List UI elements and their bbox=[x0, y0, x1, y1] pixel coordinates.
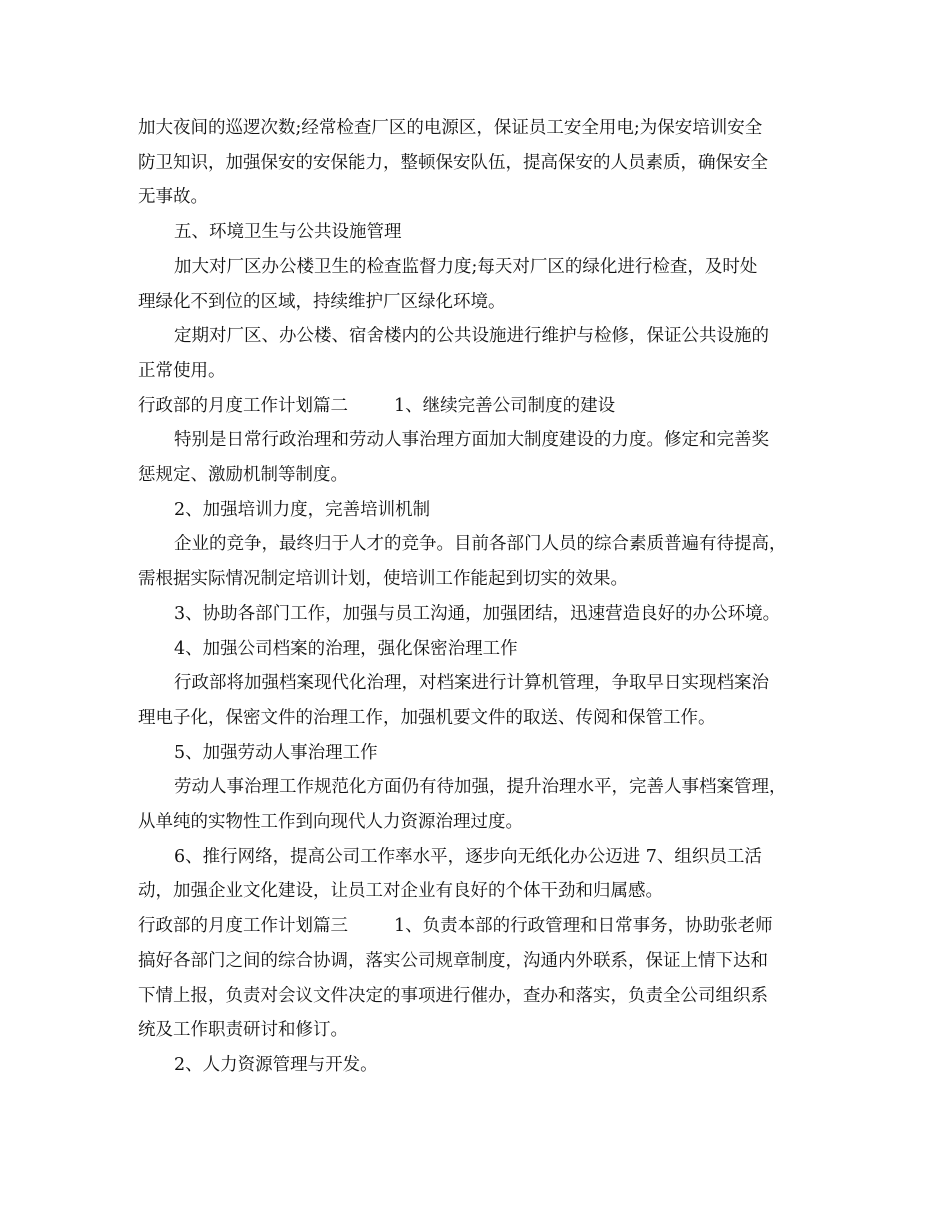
text-line: 搞好各部门之间的综合协调，落实公司规章制度，沟通内外联系，保证上情下达和 bbox=[138, 950, 768, 971]
text-line: 1、继续完善公司制度的建设 bbox=[394, 395, 616, 416]
plan-heading-line bbox=[138, 389, 818, 424]
text-line: 惩规定、激励机制等制度。 bbox=[138, 465, 348, 486]
plan-title: 行政部的月度工作计划篇三 bbox=[138, 916, 348, 937]
text-line: 定期对厂区、办公楼、宿舍楼内的公共设施进行维护与检修，保证公共设施的 bbox=[174, 326, 769, 347]
text-line: 特别是日常行政治理和劳动人事治理方面加大制度建设的力度。修定和完善奖 bbox=[174, 430, 769, 451]
text-line: 从单纯的实物性工作到向现代人力资源治理过度。 bbox=[138, 812, 523, 833]
text-line: 行政部将加强档案现代化治理，对档案进行计算机管理，争取早日实现档案治 bbox=[174, 673, 769, 694]
section-heading: 5、加强劳动人事治理工作 bbox=[174, 742, 378, 763]
text-line: 动，加强企业文化建设，让员工对企业有良好的个体干劲和归属感。 bbox=[138, 881, 663, 902]
text-line: 1、负责本部的行政管理和日常事务，协助张老师 bbox=[394, 916, 773, 937]
text-line: 理绿化不到位的区域，持续维护厂区绿化环境。 bbox=[138, 291, 506, 312]
text-line: 理电子化，保密文件的治理工作，加强机要文件的取送、传阅和保管工作。 bbox=[138, 707, 716, 728]
section-heading: 2、人力资源管理与开发。 bbox=[174, 1054, 378, 1075]
plan-heading-line bbox=[138, 909, 818, 944]
text-line: 6、推行网络，提高公司工作率水平，逐步向无纸化办公迈进 7、组织员工活 bbox=[174, 846, 762, 867]
text-line: 无事故。 bbox=[138, 187, 208, 208]
text-line: 统及工作职责研讨和修订。 bbox=[138, 1020, 348, 1041]
text-line: 企业的竞争，最终归于人才的竞争。目前各部门人员的综合素质普遍有待提高， bbox=[174, 534, 787, 555]
text-line: 需根据实际情况制定培训计划，使培训工作能起到切实的效果。 bbox=[138, 569, 628, 590]
section-heading: 4、加强公司档案的治理，强化保密治理工作 bbox=[174, 638, 518, 659]
text-line: 加大对厂区办公楼卫生的检查监督力度;每天对厂区的绿化进行检查，及时处 bbox=[174, 256, 758, 277]
section-heading: 3、协助各部门工作，加强与员工沟通，加强团结，迅速营造良好的办公环境。 bbox=[174, 603, 781, 624]
text-line: 下情上报，负责对会议文件决定的事项进行催办，查办和落实，负责全公司组织系 bbox=[138, 985, 768, 1006]
text-line: 加大夜间的巡逻次数;经常检查厂区的电源区，保证员工安全用电;为保安培训安全 bbox=[138, 118, 763, 138]
text-line: 劳动人事治理工作规范化方面仍有待加强，提升治理水平，完善人事档案管理， bbox=[174, 777, 787, 798]
text-line: 正常使用。 bbox=[138, 360, 226, 381]
document-body bbox=[138, 111, 818, 1083]
section-heading: 2、加强培训力度，完善培训机制 bbox=[174, 499, 431, 520]
section-heading: 五、环境卫生与公共设施管理 bbox=[174, 222, 402, 243]
plan-title: 行政部的月度工作计划篇二 bbox=[138, 395, 348, 416]
text-line: 防卫知识，加强保安的安保能力，整顿保安队伍，提高保安的人员素质，确保安全 bbox=[138, 152, 768, 173]
